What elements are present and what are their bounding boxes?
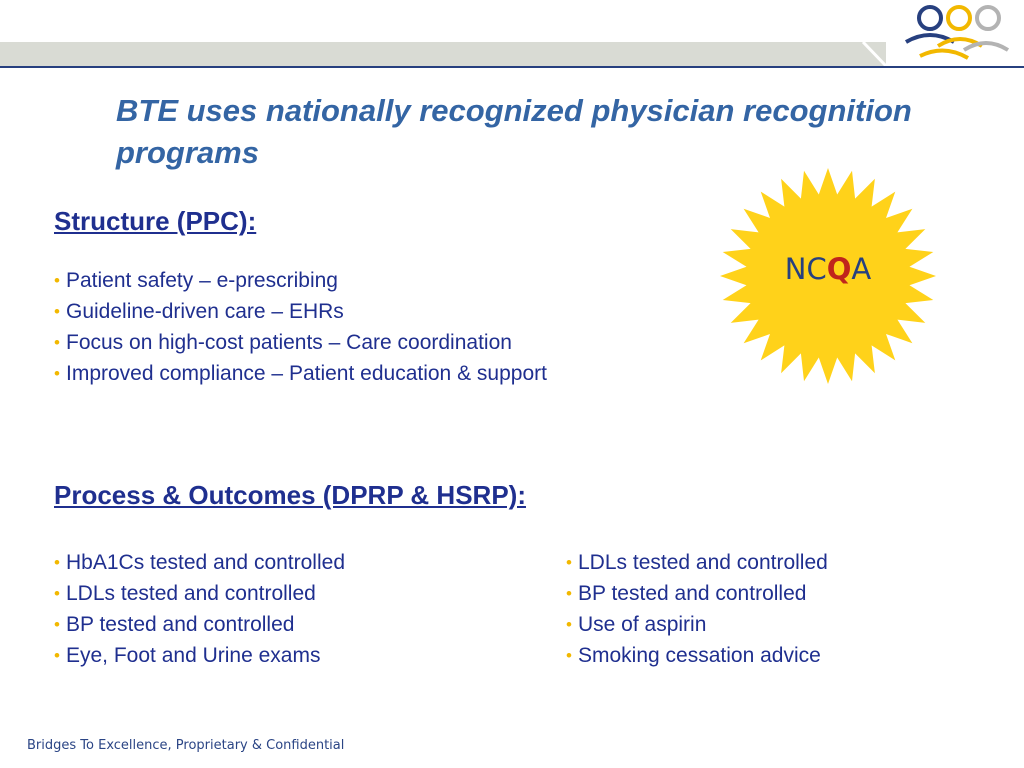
structure-heading: Structure (PPC): (54, 206, 257, 236)
ncqa-logo (716, 252, 940, 286)
ncqa-prefix: NC (784, 252, 827, 286)
list-item: • Guideline-driven care – EHRs (54, 296, 547, 327)
list-item: • Focus on high-cost patients – Care coordination (54, 327, 547, 358)
page-title: BTE uses nationally recognized physician recognition programs (116, 93, 912, 170)
header-band (0, 42, 886, 67)
list-item: • BP tested and controlled (54, 609, 345, 640)
list-item: • Patient safety – e-prescribing (54, 265, 547, 296)
list-item: • Improved compliance – Patient education & support (54, 358, 547, 389)
process-list-right (566, 547, 828, 671)
structure-list (54, 265, 547, 389)
list-item: • Use of aspirin (566, 609, 828, 640)
process-heading: Process & Outcomes (DPRP & HSRP): (54, 480, 526, 510)
list-item: • LDLs tested and controlled (566, 547, 828, 578)
people-logo-icon (900, 2, 1012, 70)
header-rule (0, 66, 1024, 68)
list-item: • LDLs tested and controlled (54, 578, 345, 609)
ncqa-highlight: Q (826, 252, 852, 286)
list-item: • Eye, Foot and Urine exams (54, 640, 345, 671)
header-band-slope (855, 42, 887, 67)
list-item: • Smoking cessation advice (566, 640, 828, 671)
ncqa-suffix: A (851, 252, 872, 286)
list-item: • BP tested and controlled (566, 578, 828, 609)
list-item: • HbA1Cs tested and controlled (54, 547, 345, 578)
footer-text: Bridges To Excellence, Proprietary & Confidential (27, 738, 345, 753)
process-list-left (54, 547, 345, 671)
